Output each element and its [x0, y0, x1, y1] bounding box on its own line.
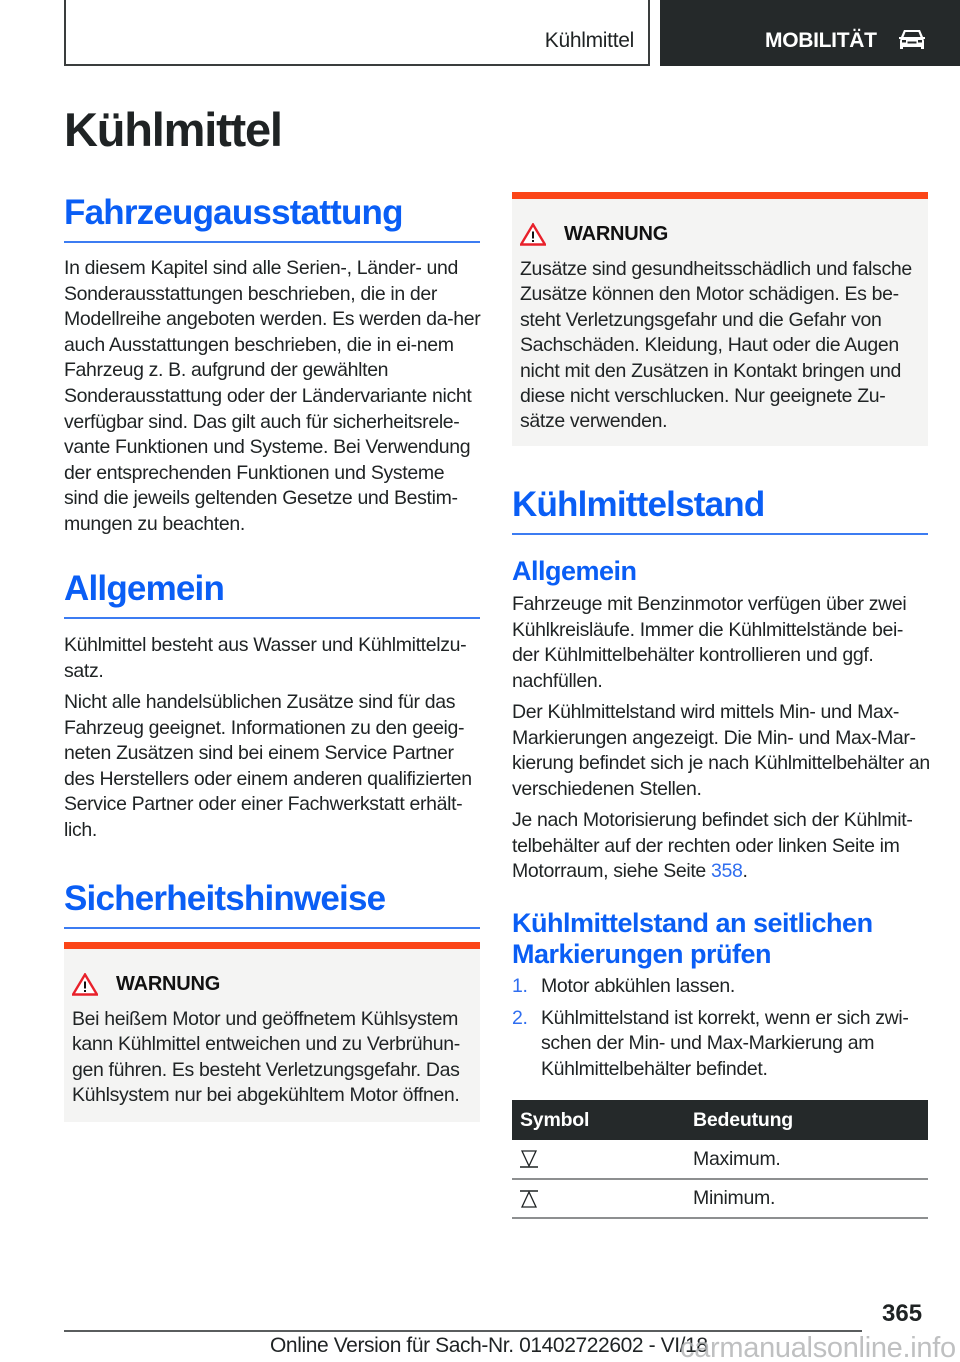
column-header-symbol: Symbol	[512, 1100, 685, 1140]
heading-sicherheitshinweise: Sicherheitshinweise	[64, 879, 480, 929]
warning-label: WARNUNG	[564, 222, 669, 245]
kuehlmittelstand-paragraph-2: Der Kühlmittelstand wird mittels Min- und Max-Markierungen angezeigt. Die Min- und Max-Mar-kierung befindet sich je nach Kühlmittelbehälter an verschiedenen Stellen.	[512, 701, 930, 800]
allgemein-paragraph-1: Kühlmittel besteht aus Wasser und Kühlmittelzu-satz.	[64, 634, 467, 682]
header-chapter-tab	[660, 0, 960, 66]
page-link-358[interactable]: 358	[710, 860, 743, 883]
car-icon	[898, 27, 926, 53]
footer-version-text: Online Version für Sach-Nr. 01402722602 - VI/18	[270, 1334, 708, 1357]
allgemein-paragraph-2: Nicht alle handelsüblichen Zusätze sind für das Fahrzeug geeignet. Informationen zu den geeig-neten Zusätzen sind bei einem Service Partner des Herstellers oder einem anderen qualifizierten Service Partner oder einer Fachwerkstatt erhält-lich.	[64, 691, 472, 841]
table-header-row	[512, 1100, 928, 1140]
paragraph-text: Je nach Motorisierung befindet sich der Kühlmit-telbehälter auf der rechten oder linken Seite im Motorraum, siehe Seite	[512, 809, 913, 883]
warning-header	[520, 221, 668, 247]
heading-fahrzeugausstattung: Fahrzeugausstattung	[64, 193, 480, 243]
subheading-markierungen-pruefen: Kühlmittelstand an seitlichen Markierungen prüfen	[512, 908, 873, 969]
watermark: carmanualsonline.info	[680, 1332, 956, 1362]
warning-label: WARNUNG	[116, 972, 221, 995]
header-chapter-label: MOBILITÄT	[765, 29, 877, 52]
symbol-table	[512, 1100, 928, 1219]
kuehlmittelstand-paragraph-1: Fahrzeuge mit Benzinmotor verfügen über zwei Kühlkreisläufe. Immer die Kühlmittelstände bei-der Kühlmittelbehälter kontrollieren und ggf. nachfüllen.	[512, 593, 907, 692]
step-text: Motor abkühlen lassen.	[541, 975, 735, 997]
step-number: 1.	[512, 975, 528, 997]
kuehlmittelstand-paragraph-3	[512, 808, 930, 885]
page-title: Kühlmittel	[64, 103, 282, 156]
warning-text: Bei heißem Motor und geöffnetem Kühlsystem kann Kühlmittel entweichen und zu Verbrühun-gen führen. Es besteht Verletzungsgefahr. Das Kühlsystem nur bei abgekühltem Motor öffnen.	[72, 1008, 460, 1107]
min-marker-icon	[520, 1188, 538, 1210]
step-text: Kühlmittelstand ist korrekt, wenn er sich zwi-schen der Min- und Max-Markierung am Kühlmittelbehälter befindet.	[541, 1006, 909, 1080]
warning-box	[64, 942, 480, 1122]
meaning-cell: Maximum.	[685, 1140, 928, 1179]
max-marker-icon	[520, 1148, 538, 1170]
step-item	[512, 974, 928, 1000]
fahrzeugausstattung-text: In diesem Kapitel sind alle Serien-, Länder- und Sonderausstattungen beschrieben, die in der Modellreihe angeboten werden. Es werden da-her auch Ausstattungen beschrieben, die in ei-nem Fahrzeug z. B. aufgrund der gewählten Sonderausstattung oder der Ländervariante nicht verfügbar sind. Das gilt auch für sicherheitsrele-vante Funktionen und Systeme. Bei Verwendung der entsprechenden Funktionen und Systeme sind die jeweils geltenden Gesetze und Bestim-mungen zu beachten.	[64, 257, 481, 535]
warning-text: Zusätze sind gesundheitsschädlich und falsche Zusätze können den Motor schädigen. Es be-steht Verletzungsgefahr und die Gefahr von Sachschäden. Kleidung, Haut oder die Augen nicht mit den Zusätzen in Kontakt bringen und diese nicht verschlucken. Nur geeignete Zu-sätze verwenden.	[520, 258, 912, 433]
symbol-cell	[512, 1140, 685, 1179]
heading-allgemein: Allgemein	[64, 569, 480, 619]
column-header-bedeutung: Bedeutung	[685, 1100, 928, 1140]
table-row	[512, 1140, 928, 1179]
steps-list	[512, 974, 928, 1088]
step-number: 2.	[512, 1006, 528, 1029]
subheading-allgemein: Allgemein	[512, 556, 637, 586]
header-section-label: Kühlmittel	[544, 29, 634, 52]
warning-box	[512, 192, 928, 446]
table-row	[512, 1179, 928, 1218]
warning-header	[72, 971, 220, 997]
step-item	[512, 1006, 928, 1083]
header-section-box	[64, 0, 650, 66]
paragraph-text: .	[742, 860, 748, 883]
meaning-cell: Minimum.	[685, 1179, 928, 1218]
symbol-cell	[512, 1179, 685, 1218]
warning-triangle-icon	[520, 223, 546, 246]
page-number: 365	[882, 1300, 923, 1327]
heading-kuehlmittelstand: Kühlmittelstand	[512, 485, 928, 535]
warning-triangle-icon	[72, 973, 98, 996]
